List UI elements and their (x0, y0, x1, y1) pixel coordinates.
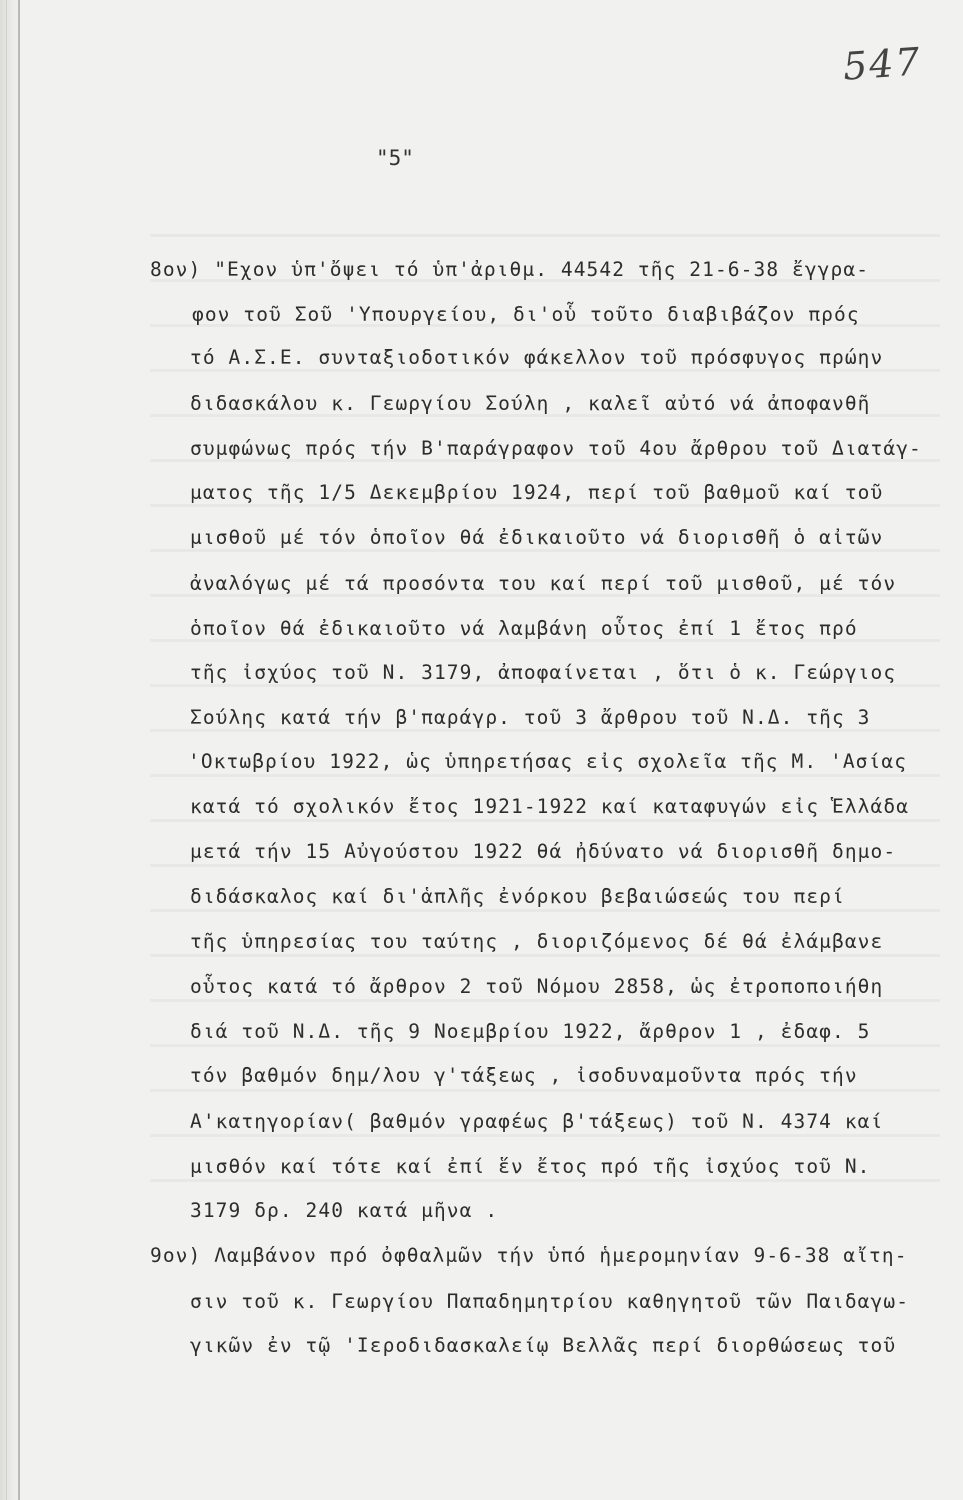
text-line: συμφώνως πρός τήν Β'παράγραφον τοῦ 4ου ἄρθρου τοῦ Διατάγ- (190, 437, 922, 460)
text-line: τό Α.Σ.Ε. συνταξιοδοτικόν φάκελλον τοῦ πρόσφυγος πρώην (190, 346, 884, 369)
text-line: Α'κατηγορίαν( βαθμόν γραφέως β'τάξεως) τοῦ Ν. 4374 καί (190, 1110, 884, 1133)
text-line: μισθόν καί τότε καί ἐπί ἕν ἔτος πρό τῆς ἰσχύος τοῦ Ν. (190, 1155, 871, 1178)
text-line: Σούλης κατά τήν β'παράγρ. τοῦ 3 ἄρθρου τοῦ Ν.Δ. τῆς 3 (190, 706, 871, 729)
text-line: τόν βαθμόν δημ/λου γ'τάξεως , ἰσοδυναμοῦντα πρός τήν (190, 1064, 858, 1087)
text-line: ματος τῆς 1/5 Δεκεμβρίου 1924, περί τοῦ βαθμοῦ καί τοῦ (190, 481, 884, 504)
text-line: διδασκάλου κ. Γεωργίου Σούλη , καλεῖ αὐτό νά ἀποφανθῆ (190, 392, 871, 415)
text-line: φον τοῦ Σοῦ 'Υπουργείου, δι'οὗ τοῦτο διαβιβάζον πρός (192, 303, 860, 326)
text-line: διδάσκαλος καί δι'ἁπλῆς ἐνόρκου βεβαιώσεώς του περί (190, 885, 845, 908)
text-line: 'Οκτωβρίου 1922, ὡς ὑπηρετήσας εἰς σχολεῖα τῆς Μ. 'Ασίας (188, 750, 908, 773)
text-line: γικῶν ἐν τῷ 'Ιεροδιδασκαλείῳ Βελλᾶς περί διορθώσεως τοῦ (190, 1334, 897, 1357)
text-line: σιν τοῦ κ. Γεωργίου Παπαδημητρίου καθηγητοῦ τῶν Παιδαγω- (190, 1290, 910, 1313)
text-line: μετά τήν 15 Αὐγούστου 1922 θά ἠδύνατο νά διορισθῆ δημο- (190, 840, 897, 863)
handwritten-page-number: 547 (841, 39, 923, 89)
text-line: τῆς ἰσχύος τοῦ Ν. 3179, ἀποφαίνεται , ὅτι ὁ κ. Γεώργιος (190, 661, 897, 684)
text-line: τῆς ὑπηρεσίας του ταύτης , διοριζόμενος δέ θά ἐλάμβανε (190, 930, 884, 953)
section-heading: "5" (376, 146, 414, 170)
text-line: ἀναλόγως μέ τά προσόντα του καί περί τοῦ μισθοῦ, μέ τόν (190, 572, 897, 595)
text-line: κατά τό σχολικόν ἔτος 1921-1922 καί καταφυγών εἰς Ἑλλάδα (190, 795, 910, 818)
text-line: 9ον) Λαμβάνον πρό ὀφθαλμῶν τήν ὑπό ἡμερομηνίαν 9-6-38 αἴτη- (150, 1244, 908, 1267)
text-line: ὁποῖον θά ἐδικαιοῦτο νά λαμβάνη οὗτος ἐπί 1 ἔτος πρό (190, 617, 858, 640)
text-line: μισθοῦ μέ τόν ὁποῖον θά ἐδικαιοῦτο νά διορισθῆ ὁ αἰτῶν (190, 526, 884, 549)
text-line: διά τοῦ Ν.Δ. τῆς 9 Νοεμβρίου 1922, ἄρθρον 1 , ἐδαφ. 5 (190, 1020, 871, 1043)
text-line: 8ον) "Εχον ὑπ'ὄψει τό ὑπ'ἀριθμ. 44542 τῆς 21-6-38 ἔγγρα- (150, 258, 870, 281)
text-line: 3179 δρ. 240 κατά μῆνα . (190, 1199, 499, 1222)
text-line: οὗτος κατά τό ἄρθρον 2 τοῦ Νόμου 2858, ὡς ἐτροποποιήθη (190, 975, 884, 998)
